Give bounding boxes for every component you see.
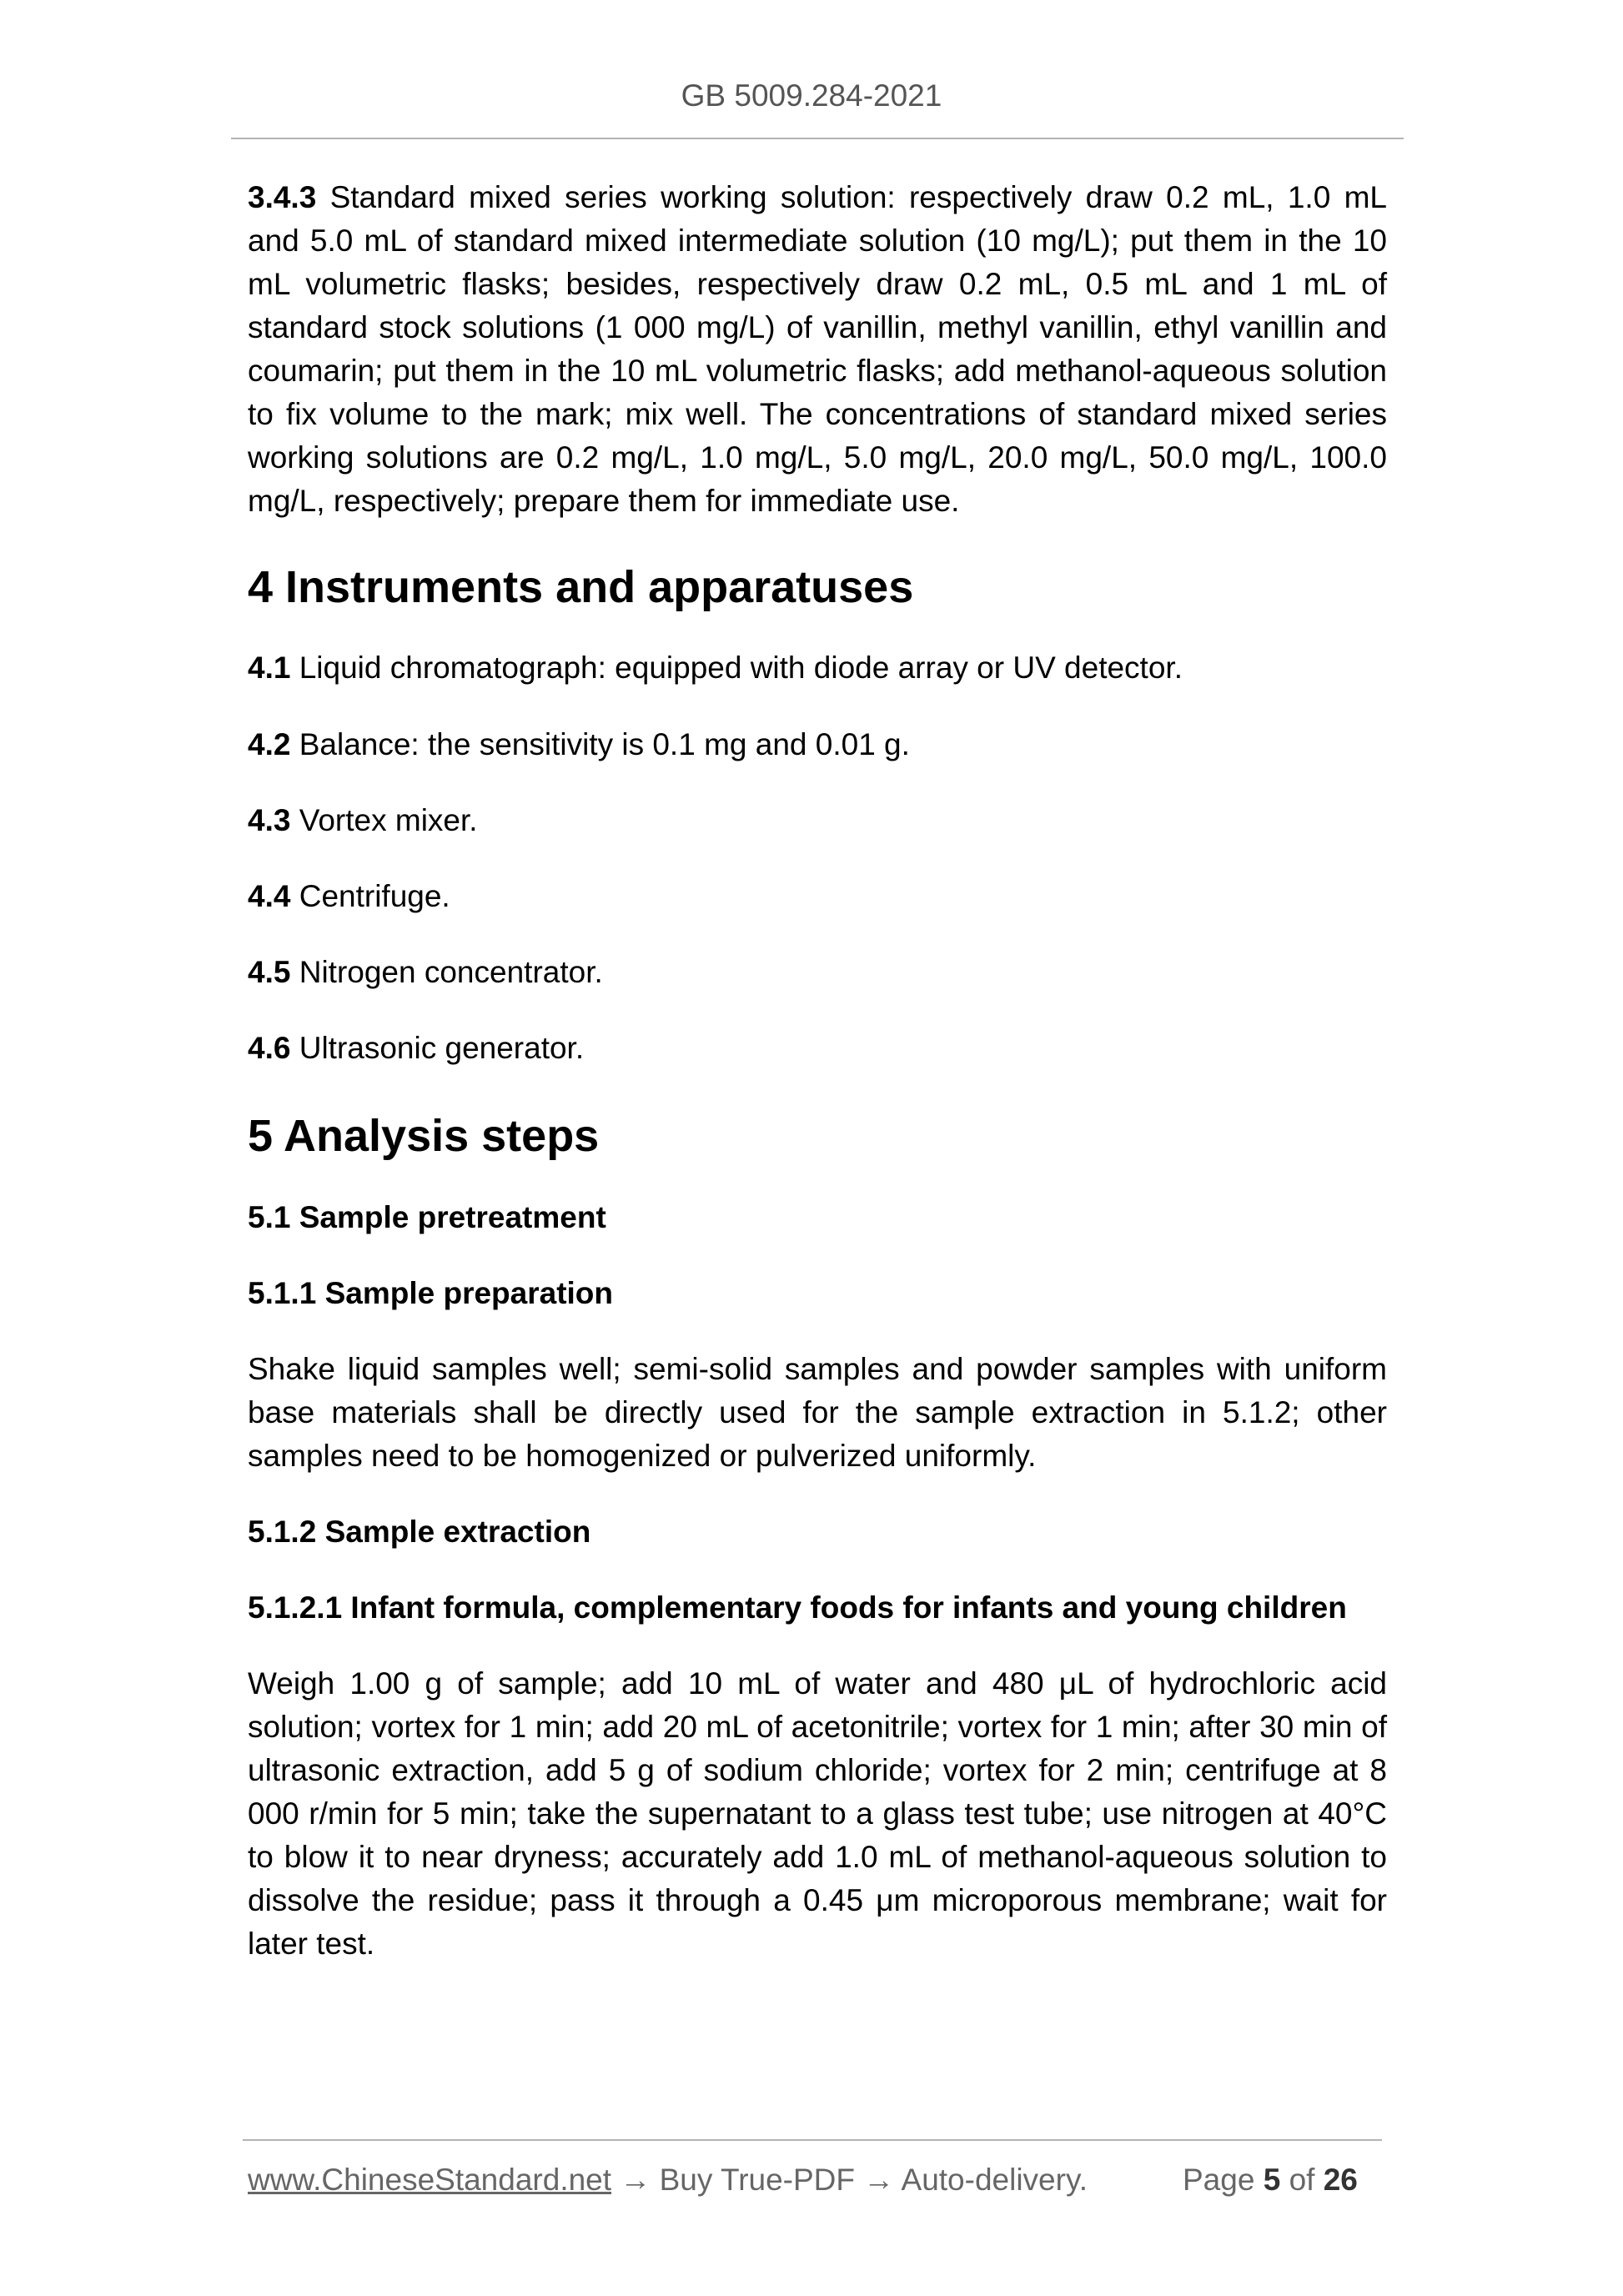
clause-text: Liquid chromatograph: equipped with diode array or UV detector. (290, 651, 1183, 685)
clause-text: Standard mixed series working solution: respectively draw 0.2 mL, 1.0 mL and 5.0 mL of standard mixed intermediate solution (10 mg/L); put them in the 10 mL volumetric flasks; besides, respectively draw 0.2 mL, 0.5 mL and 1 mL of standard stock solutions (1 000 mg/L) of vanillin, methyl vanillin, ethyl vanillin and coumarin; put them in the 10 mL volumetric flasks; add methanol-aqueous solution to fix volume to the mark; mix well. The concentrations of standard mixed series working solutions are 0.2 mg/L, 1.0 mg/L, 5.0 mg/L, 20.0 mg/L, 50.0 mg/L, 100.0 mg/L, respectively; prepare them for immediate use. (248, 180, 1387, 518)
document-code-header: GB 5009.284-2021 (681, 78, 942, 113)
footer-divider (243, 2139, 1382, 2141)
clause-4-3 (248, 799, 1387, 842)
clause-number: 4.1 (248, 651, 291, 685)
clause-number: 4.2 (248, 727, 291, 761)
clause-4-6 (248, 1027, 1387, 1070)
clause-5-1-1-heading: 5.1.1 Sample preparation (248, 1276, 614, 1310)
clause-5-1-1-text: Shake liquid samples well; semi-solid samples and powder samples with uniform base materials shall be directly used for the sample extraction in 5.1.2; other samples need to be homogenized or pulverized uniformly. (248, 1352, 1387, 1473)
of-label: of (1289, 2163, 1315, 2197)
clause-text: Balance: the sensitivity is 0.1 mg and 0.01 g. (290, 727, 910, 761)
clause-5-1-2-1-heading: 5.1.2.1 Infant formula, complementary foods for infants and young children (248, 1590, 1347, 1625)
footer-promo-text: → Buy True-PDF → Auto-delivery. (611, 2163, 1088, 2197)
section-4-heading: 4 Instruments and apparatuses (248, 562, 914, 612)
clause-4-5 (248, 951, 1387, 994)
clause-number: 4.4 (248, 879, 291, 913)
clause-5-1-2-heading: 5.1.2 Sample extraction (248, 1515, 591, 1549)
clause-3-4-3 (248, 176, 1387, 523)
clause-4-1 (248, 646, 1387, 690)
website-link[interactable]: www.ChineseStandard.net (248, 2163, 612, 2197)
clause-5-1-2-1-text: Weigh 1.00 g of sample; add 10 mL of water and 480 μL of hydrochloric acid solution; vortex for 1 min; add 20 mL of acetonitrile; vortex for 1 min; after 30 min of ultrasonic extraction, add 5 g of sodium chloride; vortex for 2 min; centrifuge at 8 000 r/min for 5 min; take the supernatant to a glass test tube; use nitrogen at 40°C to blow it to near dryness; accurately add 1.0 mL of methanol-aqueous solution to dissolve the residue; pass it through a 0.45 μm microporous membrane; wait for later test. (248, 1666, 1387, 1961)
clause-number: 4.6 (248, 1031, 291, 1065)
clause-4-2 (248, 723, 1387, 766)
page-label: Page (1183, 2163, 1255, 2197)
footer-promo (248, 2163, 1088, 2198)
clause-4-4 (248, 875, 1387, 918)
header-divider (231, 138, 1404, 139)
page-number: 5 (1263, 2163, 1281, 2197)
clause-number: 4.3 (248, 803, 291, 837)
clause-text: Centrifuge. (290, 879, 450, 913)
page-content (248, 167, 1387, 1966)
clause-text: Ultrasonic generator. (290, 1031, 585, 1065)
clause-5-1-heading: 5.1 Sample pretreatment (248, 1200, 606, 1234)
clause-text: Nitrogen concentrator. (290, 955, 603, 989)
clause-number: 4.5 (248, 955, 291, 989)
section-5-heading: 5 Analysis steps (248, 1111, 600, 1161)
clause-number: 3.4.3 (248, 180, 317, 214)
page-indicator (1183, 2163, 1358, 2198)
clause-text: Vortex mixer. (290, 803, 478, 837)
page-total: 26 (1323, 2163, 1358, 2197)
